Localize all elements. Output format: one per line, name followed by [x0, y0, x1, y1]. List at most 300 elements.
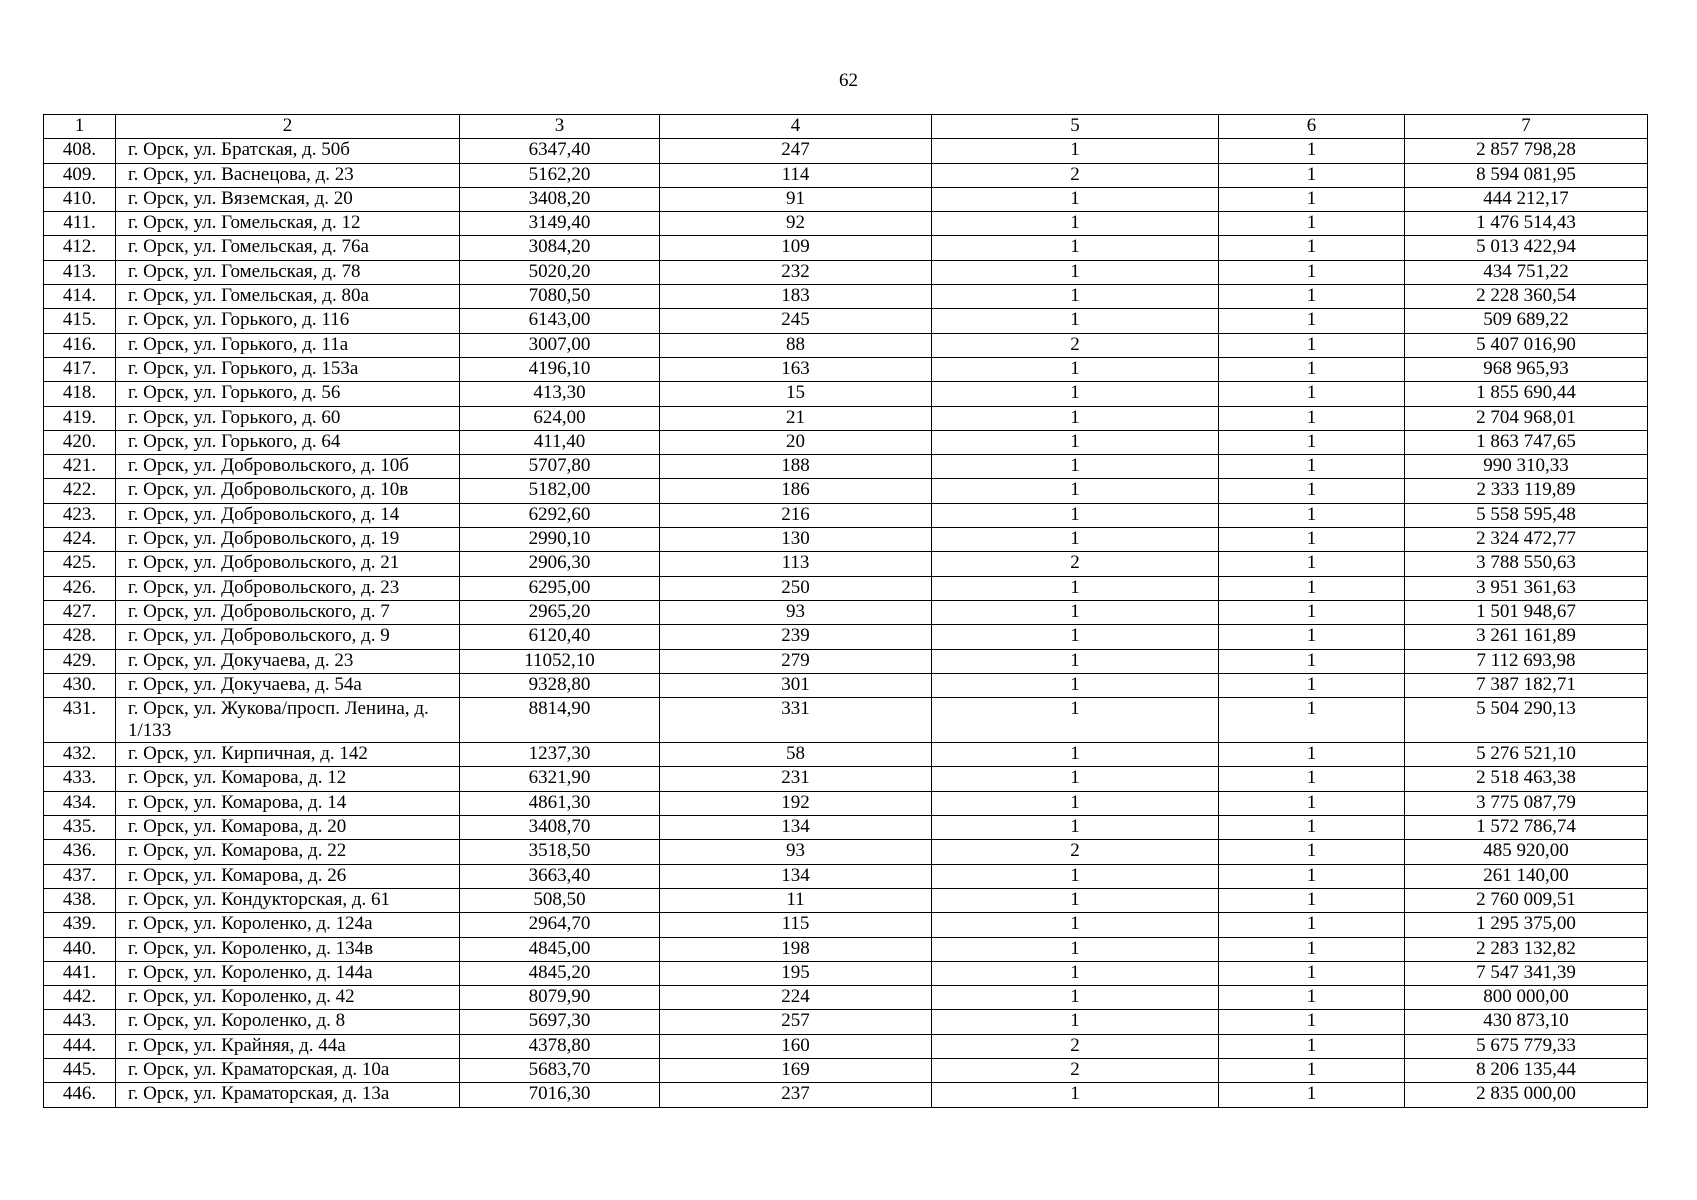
- area-value: 5182,00: [460, 479, 660, 503]
- row-number: 414.: [44, 285, 116, 309]
- col5-value: 1: [932, 187, 1219, 211]
- col5-value: 1: [932, 260, 1219, 284]
- col6-value: 1: [1219, 236, 1405, 260]
- area-value: 3149,40: [460, 212, 660, 236]
- area-value: 5020,20: [460, 260, 660, 284]
- table-row: [44, 1083, 1648, 1107]
- table-row: [44, 1034, 1648, 1058]
- amount-value: 2 704 968,01: [1405, 406, 1648, 430]
- row-number: 432.: [44, 743, 116, 767]
- col5-value: 1: [932, 913, 1219, 937]
- address: г. Орск, ул. Добровольского, д. 9: [116, 625, 460, 649]
- residents-value: 21: [660, 406, 932, 430]
- address: г. Орск, ул. Комарова, д. 14: [116, 791, 460, 815]
- area-value: 4845,20: [460, 961, 660, 985]
- table-row: [44, 455, 1648, 479]
- address: г. Орск, ул. Добровольского, д. 7: [116, 600, 460, 624]
- residents-value: 331: [660, 698, 932, 743]
- address: г. Орск, ул. Комарова, д. 20: [116, 816, 460, 840]
- amount-value: 509 689,22: [1405, 309, 1648, 333]
- area-value: 4196,10: [460, 357, 660, 381]
- address: г. Орск, ул. Короленко, д. 42: [116, 986, 460, 1010]
- register-table: [43, 114, 1648, 1108]
- col5-value: 1: [932, 455, 1219, 479]
- amount-value: 5 504 290,13: [1405, 698, 1648, 743]
- table-row: [44, 791, 1648, 815]
- amount-value: 444 212,17: [1405, 187, 1648, 211]
- table-row: [44, 816, 1648, 840]
- table-row: [44, 961, 1648, 985]
- col5-value: 1: [932, 961, 1219, 985]
- area-value: 2965,20: [460, 600, 660, 624]
- col6-value: 1: [1219, 333, 1405, 357]
- amount-value: 2 518 463,38: [1405, 767, 1648, 791]
- amount-value: 3 788 550,63: [1405, 552, 1648, 576]
- amount-value: 2 283 132,82: [1405, 937, 1648, 961]
- area-value: 2964,70: [460, 913, 660, 937]
- area-value: 3007,00: [460, 333, 660, 357]
- table-row: [44, 528, 1648, 552]
- area-value: 6321,90: [460, 767, 660, 791]
- row-number: 426.: [44, 576, 116, 600]
- area-value: 4861,30: [460, 791, 660, 815]
- amount-value: 2 333 119,89: [1405, 479, 1648, 503]
- residents-value: 109: [660, 236, 932, 260]
- page-number: 62: [839, 70, 858, 91]
- table-row: [44, 163, 1648, 187]
- col5-value: 1: [932, 673, 1219, 697]
- residents-value: 224: [660, 986, 932, 1010]
- amount-value: 2 835 000,00: [1405, 1083, 1648, 1107]
- amount-value: 8 206 135,44: [1405, 1058, 1648, 1082]
- amount-value: 1 501 948,67: [1405, 600, 1648, 624]
- area-value: 3518,50: [460, 840, 660, 864]
- area-value: 6120,40: [460, 625, 660, 649]
- amount-value: 3 775 087,79: [1405, 791, 1648, 815]
- residents-value: 301: [660, 673, 932, 697]
- col6-value: 1: [1219, 503, 1405, 527]
- column-number: 3: [460, 115, 660, 139]
- col5-value: 1: [932, 1083, 1219, 1107]
- area-value: 508,50: [460, 888, 660, 912]
- table-row: [44, 840, 1648, 864]
- table-row: [44, 236, 1648, 260]
- residents-value: 58: [660, 743, 932, 767]
- row-number: 444.: [44, 1034, 116, 1058]
- residents-value: 247: [660, 139, 932, 163]
- row-number: 416.: [44, 333, 116, 357]
- address: г. Орск, ул. Горького, д. 153а: [116, 357, 460, 381]
- amount-value: 261 140,00: [1405, 864, 1648, 888]
- row-number: 445.: [44, 1058, 116, 1082]
- table-row: [44, 864, 1648, 888]
- residents-value: 160: [660, 1034, 932, 1058]
- col6-value: 1: [1219, 913, 1405, 937]
- col5-value: 1: [932, 236, 1219, 260]
- col5-value: 2: [932, 552, 1219, 576]
- area-value: 6292,60: [460, 503, 660, 527]
- address: г. Орск, ул. Горького, д. 116: [116, 309, 460, 333]
- amount-value: 5 276 521,10: [1405, 743, 1648, 767]
- row-number: 425.: [44, 552, 116, 576]
- table-row: [44, 913, 1648, 937]
- col6-value: 1: [1219, 864, 1405, 888]
- col6-value: 1: [1219, 139, 1405, 163]
- row-number: 439.: [44, 913, 116, 937]
- row-number: 437.: [44, 864, 116, 888]
- amount-value: 434 751,22: [1405, 260, 1648, 284]
- address: г. Орск, ул. Братская, д. 50б: [116, 139, 460, 163]
- address: г. Орск, ул. Горького, д. 60: [116, 406, 460, 430]
- address: г. Орск, ул. Васнецова, д. 23: [116, 163, 460, 187]
- row-number: 419.: [44, 406, 116, 430]
- col5-value: 1: [932, 430, 1219, 454]
- table-row: [44, 406, 1648, 430]
- address: г. Орск, ул. Комарова, д. 22: [116, 840, 460, 864]
- row-number: 430.: [44, 673, 116, 697]
- column-number: 4: [660, 115, 932, 139]
- address: г. Орск, ул. Гомельская, д. 78: [116, 260, 460, 284]
- residents-value: 250: [660, 576, 932, 600]
- table-row: [44, 937, 1648, 961]
- row-number: 410.: [44, 187, 116, 211]
- col6-value: 1: [1219, 673, 1405, 697]
- area-value: 1237,30: [460, 743, 660, 767]
- residents-value: 93: [660, 600, 932, 624]
- amount-value: 3 951 361,63: [1405, 576, 1648, 600]
- area-value: 8079,90: [460, 986, 660, 1010]
- residents-value: 91: [660, 187, 932, 211]
- residents-value: 216: [660, 503, 932, 527]
- area-value: 3408,20: [460, 187, 660, 211]
- area-value: 7016,30: [460, 1083, 660, 1107]
- address: г. Орск, ул. Краматорская, д. 10а: [116, 1058, 460, 1082]
- residents-value: 93: [660, 840, 932, 864]
- amount-value: 7 112 693,98: [1405, 649, 1648, 673]
- table-row: [44, 625, 1648, 649]
- residents-value: 231: [660, 767, 932, 791]
- area-value: 11052,10: [460, 649, 660, 673]
- table-row: [44, 382, 1648, 406]
- col6-value: 1: [1219, 888, 1405, 912]
- address: г. Орск, ул. Добровольского, д. 19: [116, 528, 460, 552]
- col5-value: 1: [932, 576, 1219, 600]
- col5-value: 1: [932, 382, 1219, 406]
- col5-value: 1: [932, 479, 1219, 503]
- area-value: 2906,30: [460, 552, 660, 576]
- col6-value: 1: [1219, 600, 1405, 624]
- amount-value: 5 558 595,48: [1405, 503, 1648, 527]
- amount-value: 7 547 341,39: [1405, 961, 1648, 985]
- column-number: 5: [932, 115, 1219, 139]
- col5-value: 1: [932, 528, 1219, 552]
- area-value: 411,40: [460, 430, 660, 454]
- column-number: 7: [1405, 115, 1648, 139]
- residents-value: 115: [660, 913, 932, 937]
- row-number: 427.: [44, 600, 116, 624]
- col6-value: 1: [1219, 163, 1405, 187]
- col5-value: 1: [932, 1010, 1219, 1034]
- amount-value: 1 863 747,65: [1405, 430, 1648, 454]
- col6-value: 1: [1219, 1034, 1405, 1058]
- area-value: 4845,00: [460, 937, 660, 961]
- residents-value: 15: [660, 382, 932, 406]
- col5-value: 1: [932, 767, 1219, 791]
- col5-value: 1: [932, 649, 1219, 673]
- address: г. Орск, ул. Короленко, д. 124а: [116, 913, 460, 937]
- col5-value: 1: [932, 864, 1219, 888]
- row-number: 412.: [44, 236, 116, 260]
- address: г. Орск, ул. Добровольского, д. 10б: [116, 455, 460, 479]
- col5-value: 1: [932, 986, 1219, 1010]
- area-value: 624,00: [460, 406, 660, 430]
- row-number: 442.: [44, 986, 116, 1010]
- address: г. Орск, ул. Гомельская, д. 76а: [116, 236, 460, 260]
- col5-value: 2: [932, 333, 1219, 357]
- table-row: [44, 649, 1648, 673]
- amount-value: 2 857 798,28: [1405, 139, 1648, 163]
- residents-value: 198: [660, 937, 932, 961]
- residents-value: 113: [660, 552, 932, 576]
- table-row: [44, 479, 1648, 503]
- col6-value: 1: [1219, 285, 1405, 309]
- col5-value: 1: [932, 888, 1219, 912]
- row-number: 433.: [44, 767, 116, 791]
- area-value: 5683,70: [460, 1058, 660, 1082]
- address: г. Орск, ул. Добровольского, д. 23: [116, 576, 460, 600]
- address: г. Орск, ул. Вяземская, д. 20: [116, 187, 460, 211]
- residents-value: 114: [660, 163, 932, 187]
- residents-value: 232: [660, 260, 932, 284]
- amount-value: 7 387 182,71: [1405, 673, 1648, 697]
- col6-value: 1: [1219, 357, 1405, 381]
- residents-value: 239: [660, 625, 932, 649]
- col5-value: 2: [932, 1034, 1219, 1058]
- residents-value: 188: [660, 455, 932, 479]
- amount-value: 2 324 472,77: [1405, 528, 1648, 552]
- row-number: 415.: [44, 309, 116, 333]
- address: г. Орск, ул. Кирпичная, д. 142: [116, 743, 460, 767]
- table-row: [44, 333, 1648, 357]
- row-number: 428.: [44, 625, 116, 649]
- col6-value: 1: [1219, 382, 1405, 406]
- table-row: [44, 888, 1648, 912]
- area-value: 5697,30: [460, 1010, 660, 1034]
- amount-value: 5 407 016,90: [1405, 333, 1648, 357]
- area-value: 6143,00: [460, 309, 660, 333]
- residents-value: 130: [660, 528, 932, 552]
- col6-value: 1: [1219, 479, 1405, 503]
- table-row: [44, 212, 1648, 236]
- col5-value: 1: [932, 357, 1219, 381]
- col5-value: 1: [932, 625, 1219, 649]
- area-value: 6347,40: [460, 139, 660, 163]
- col6-value: 1: [1219, 1010, 1405, 1034]
- table-row: [44, 430, 1648, 454]
- col5-value: 1: [932, 503, 1219, 527]
- row-number: 423.: [44, 503, 116, 527]
- table-row: [44, 600, 1648, 624]
- amount-value: 430 873,10: [1405, 1010, 1648, 1034]
- residents-value: 183: [660, 285, 932, 309]
- col6-value: 1: [1219, 309, 1405, 333]
- col5-value: 1: [932, 698, 1219, 743]
- row-number: 421.: [44, 455, 116, 479]
- amount-value: 990 310,33: [1405, 455, 1648, 479]
- area-value: 5707,80: [460, 455, 660, 479]
- residents-value: 245: [660, 309, 932, 333]
- amount-value: 1 855 690,44: [1405, 382, 1648, 406]
- amount-value: 1 572 786,74: [1405, 816, 1648, 840]
- col6-value: 1: [1219, 625, 1405, 649]
- col6-value: 1: [1219, 840, 1405, 864]
- address: г. Орск, ул. Краматорская, д. 13а: [116, 1083, 460, 1107]
- col6-value: 1: [1219, 767, 1405, 791]
- area-value: 6295,00: [460, 576, 660, 600]
- residents-value: 192: [660, 791, 932, 815]
- area-value: 9328,80: [460, 673, 660, 697]
- col5-value: 1: [932, 791, 1219, 815]
- row-number: 429.: [44, 649, 116, 673]
- residents-value: 257: [660, 1010, 932, 1034]
- amount-value: 1 295 375,00: [1405, 913, 1648, 937]
- col5-value: 2: [932, 163, 1219, 187]
- col5-value: 1: [932, 743, 1219, 767]
- address: г. Орск, ул. Докучаева, д. 54а: [116, 673, 460, 697]
- amount-value: 968 965,93: [1405, 357, 1648, 381]
- table-row: [44, 673, 1648, 697]
- table-row: [44, 260, 1648, 284]
- address: г. Орск, ул. Комарова, д. 26: [116, 864, 460, 888]
- col6-value: 1: [1219, 937, 1405, 961]
- amount-value: 2 228 360,54: [1405, 285, 1648, 309]
- area-value: 7080,50: [460, 285, 660, 309]
- col5-value: 1: [932, 406, 1219, 430]
- col6-value: 1: [1219, 406, 1405, 430]
- table-row: [44, 309, 1648, 333]
- table-row: [44, 187, 1648, 211]
- table-row: [44, 698, 1648, 743]
- table-row: [44, 986, 1648, 1010]
- column-number: 6: [1219, 115, 1405, 139]
- amount-value: 5 013 422,94: [1405, 236, 1648, 260]
- amount-value: 800 000,00: [1405, 986, 1648, 1010]
- area-value: 3408,70: [460, 816, 660, 840]
- col6-value: 1: [1219, 1083, 1405, 1107]
- area-value: 8814,90: [460, 698, 660, 743]
- address: г. Орск, ул. Комарова, д. 12: [116, 767, 460, 791]
- row-number: 431.: [44, 698, 116, 743]
- residents-value: 163: [660, 357, 932, 381]
- residents-value: 186: [660, 479, 932, 503]
- row-number: 443.: [44, 1010, 116, 1034]
- col6-value: 1: [1219, 743, 1405, 767]
- amount-value: 5 675 779,33: [1405, 1034, 1648, 1058]
- col6-value: 1: [1219, 455, 1405, 479]
- col6-value: 1: [1219, 212, 1405, 236]
- amount-value: 2 760 009,51: [1405, 888, 1648, 912]
- column-number-row: [44, 115, 1648, 139]
- column-number: 1: [44, 115, 116, 139]
- address: г. Орск, ул. Горького, д. 11а: [116, 333, 460, 357]
- address: г. Орск, ул. Горького, д. 56: [116, 382, 460, 406]
- col5-value: 1: [932, 937, 1219, 961]
- col6-value: 1: [1219, 698, 1405, 743]
- table-row: [44, 503, 1648, 527]
- amount-value: 3 261 161,89: [1405, 625, 1648, 649]
- address: г. Орск, ул. Кондукторская, д. 61: [116, 888, 460, 912]
- row-number: 411.: [44, 212, 116, 236]
- residents-value: 134: [660, 816, 932, 840]
- col6-value: 1: [1219, 1058, 1405, 1082]
- row-number: 440.: [44, 937, 116, 961]
- row-number: 417.: [44, 357, 116, 381]
- residents-value: 11: [660, 888, 932, 912]
- row-number: 438.: [44, 888, 116, 912]
- col6-value: 1: [1219, 791, 1405, 815]
- address: г. Орск, ул. Крайняя, д. 44а: [116, 1034, 460, 1058]
- address: г. Орск, ул. Горького, д. 64: [116, 430, 460, 454]
- residents-value: 92: [660, 212, 932, 236]
- address: г. Орск, ул. Докучаева, д. 23: [116, 649, 460, 673]
- amount-value: 485 920,00: [1405, 840, 1648, 864]
- row-number: 422.: [44, 479, 116, 503]
- residents-value: 20: [660, 430, 932, 454]
- row-number: 434.: [44, 791, 116, 815]
- area-value: 5162,20: [460, 163, 660, 187]
- col6-value: 1: [1219, 430, 1405, 454]
- row-number: 409.: [44, 163, 116, 187]
- table-row: [44, 357, 1648, 381]
- area-value: 3663,40: [460, 864, 660, 888]
- row-number: 441.: [44, 961, 116, 985]
- row-number: 413.: [44, 260, 116, 284]
- residents-value: 195: [660, 961, 932, 985]
- residents-value: 169: [660, 1058, 932, 1082]
- address: г. Орск, ул. Добровольского, д. 14: [116, 503, 460, 527]
- residents-value: 88: [660, 333, 932, 357]
- table-row: [44, 1058, 1648, 1082]
- address: г. Орск, ул. Гомельская, д. 12: [116, 212, 460, 236]
- col5-value: 1: [932, 139, 1219, 163]
- residents-value: 279: [660, 649, 932, 673]
- col5-value: 1: [932, 285, 1219, 309]
- col6-value: 1: [1219, 816, 1405, 840]
- row-number: 408.: [44, 139, 116, 163]
- area-value: 2990,10: [460, 528, 660, 552]
- area-value: 413,30: [460, 382, 660, 406]
- table-row: [44, 285, 1648, 309]
- col5-value: 2: [932, 840, 1219, 864]
- row-number: 418.: [44, 382, 116, 406]
- col6-value: 1: [1219, 260, 1405, 284]
- col5-value: 1: [932, 212, 1219, 236]
- col6-value: 1: [1219, 649, 1405, 673]
- address: г. Орск, ул. Жукова/просп. Ленина, д. 1/133: [116, 698, 460, 743]
- row-number: 420.: [44, 430, 116, 454]
- col6-value: 1: [1219, 187, 1405, 211]
- address: г. Орск, ул. Добровольского, д. 21: [116, 552, 460, 576]
- area-value: 4378,80: [460, 1034, 660, 1058]
- col6-value: 1: [1219, 552, 1405, 576]
- table-body: [44, 139, 1648, 1107]
- col5-value: 1: [932, 816, 1219, 840]
- table-row: [44, 139, 1648, 163]
- address: г. Орск, ул. Короленко, д. 8: [116, 1010, 460, 1034]
- address: г. Орск, ул. Короленко, д. 144а: [116, 961, 460, 985]
- area-value: 3084,20: [460, 236, 660, 260]
- col6-value: 1: [1219, 961, 1405, 985]
